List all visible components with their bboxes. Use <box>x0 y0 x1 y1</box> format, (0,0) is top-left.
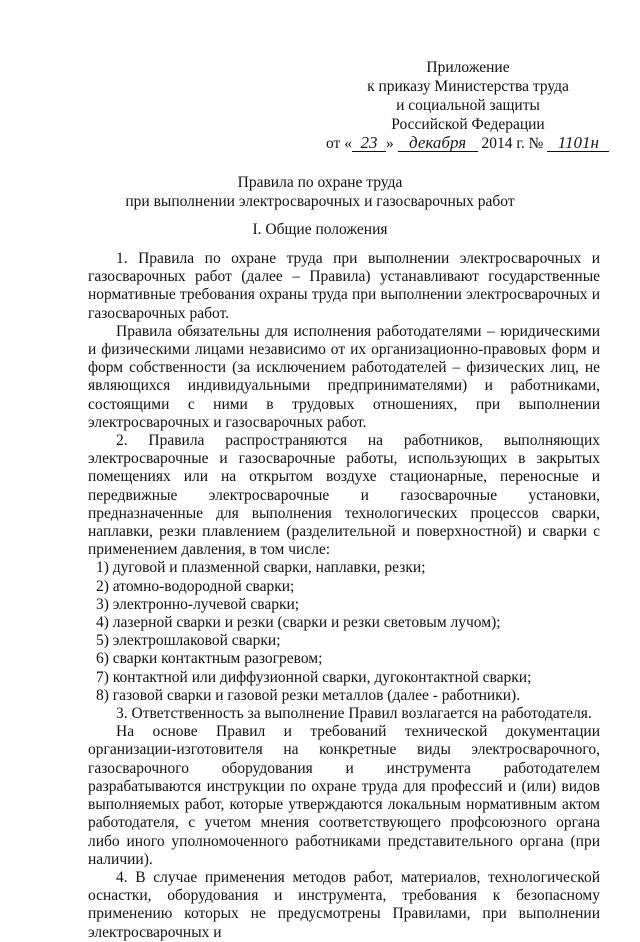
date-mid: » <box>385 135 394 152</box>
header-line-ministry: и социальной защиты <box>396 97 540 114</box>
section-heading: I. Общие положения <box>252 221 388 238</box>
title-line-1: Правила по охране труда <box>237 174 403 191</box>
title-line-2: при выполнении электросварочных и газосварочных работ <box>125 193 515 210</box>
list-item: 8) газовой сварки и газовой резки металлов (далее - работники). <box>96 686 521 704</box>
paragraph-3: 2. Правила распространяются на работников, выполняющих электросварочные и газосварочные работы, использующих в закрытых помещениях или на открытом воздухе стационарные, переносные и передвижные электросварочные и газосварочные установки, предназначенные для выполнения технологических процессов сварки, наплавки, резки плавлением (разделительной и поверхностной) и сварки с применением давления, в том числе: <box>88 432 600 559</box>
header-line-federation: Российской Федерации <box>391 116 545 133</box>
document-body <box>88 250 600 942</box>
order-date-line <box>326 134 618 153</box>
header-line-appendix: Приложение <box>426 59 510 76</box>
list-item: 2) атомно-водородной сварки; <box>96 577 295 595</box>
list-item: 6) сварки контактным разогревом; <box>96 650 323 668</box>
date-prefix: от « <box>326 135 352 152</box>
paragraph-2: Правила обязательны для исполнения работодателями – юридическими и физическими лицами независимо от их организационно-правовых форм и форм собственности (за исключением работодателей – физических лиц, не являющихся индивидуальными предпринимателями) и работниками, состоящими с ними в трудовых отношениях, при выполнении электросварочных и газосварочных работ. <box>88 322 600 431</box>
date-year: 2014 г. № <box>481 135 544 152</box>
handwritten-order-number: 1101н <box>547 135 609 152</box>
appendix-header <box>318 58 618 153</box>
paragraph-1: 1. Правила по охране труда при выполнении электросварочных и газосварочных работ (далее – Правила) устанавливают государственные нормативные требования охраны труда при выполнении электросварочных и газосварочных работ. <box>88 250 600 322</box>
list-item: 7) контактной или диффузионной сварки, дугоконтактной сварки; <box>96 668 532 686</box>
paragraph-5: На основе Правил и требований технической документации организации-изготовителя на конкретные виды электросварочного, газосварочного оборудования и инструмента работодателем разрабатываются инструкции по охране труда для профессий и (или) видов выполняемых работ, которые утверждаются локальным нормативным актом работодателя, с учетом мнения соответствующего профсоюзного органа либо иного уполномоченного работниками представительного органа (при наличии). <box>88 723 600 868</box>
document-title <box>0 173 640 211</box>
list-item: 1) дуговой и плазменной сварки, наплавки, резки; <box>96 559 426 577</box>
header-line-order: к приказу Министерства труда <box>367 78 569 95</box>
list-item: 3) электронно-лучевой сварки; <box>96 595 300 613</box>
list-item: 5) электрошлаковой сварки; <box>96 632 281 650</box>
paragraph-6: 4. В случае применения методов работ, материалов, технологической оснастки, оборудования и инструмента, требования к безопасному применению которых не предусмотрены Правилами, при выполнении электросварочных и <box>88 868 600 941</box>
handwritten-day: 23 <box>352 135 386 152</box>
list-item: 4) лазерной сварки и резки (сварки и резки световым лучом); <box>96 614 501 632</box>
paragraph-4: 3. Ответственность за выполнение Правил возлагается на работодателя. <box>116 705 592 723</box>
handwritten-month: декабря <box>398 135 478 152</box>
